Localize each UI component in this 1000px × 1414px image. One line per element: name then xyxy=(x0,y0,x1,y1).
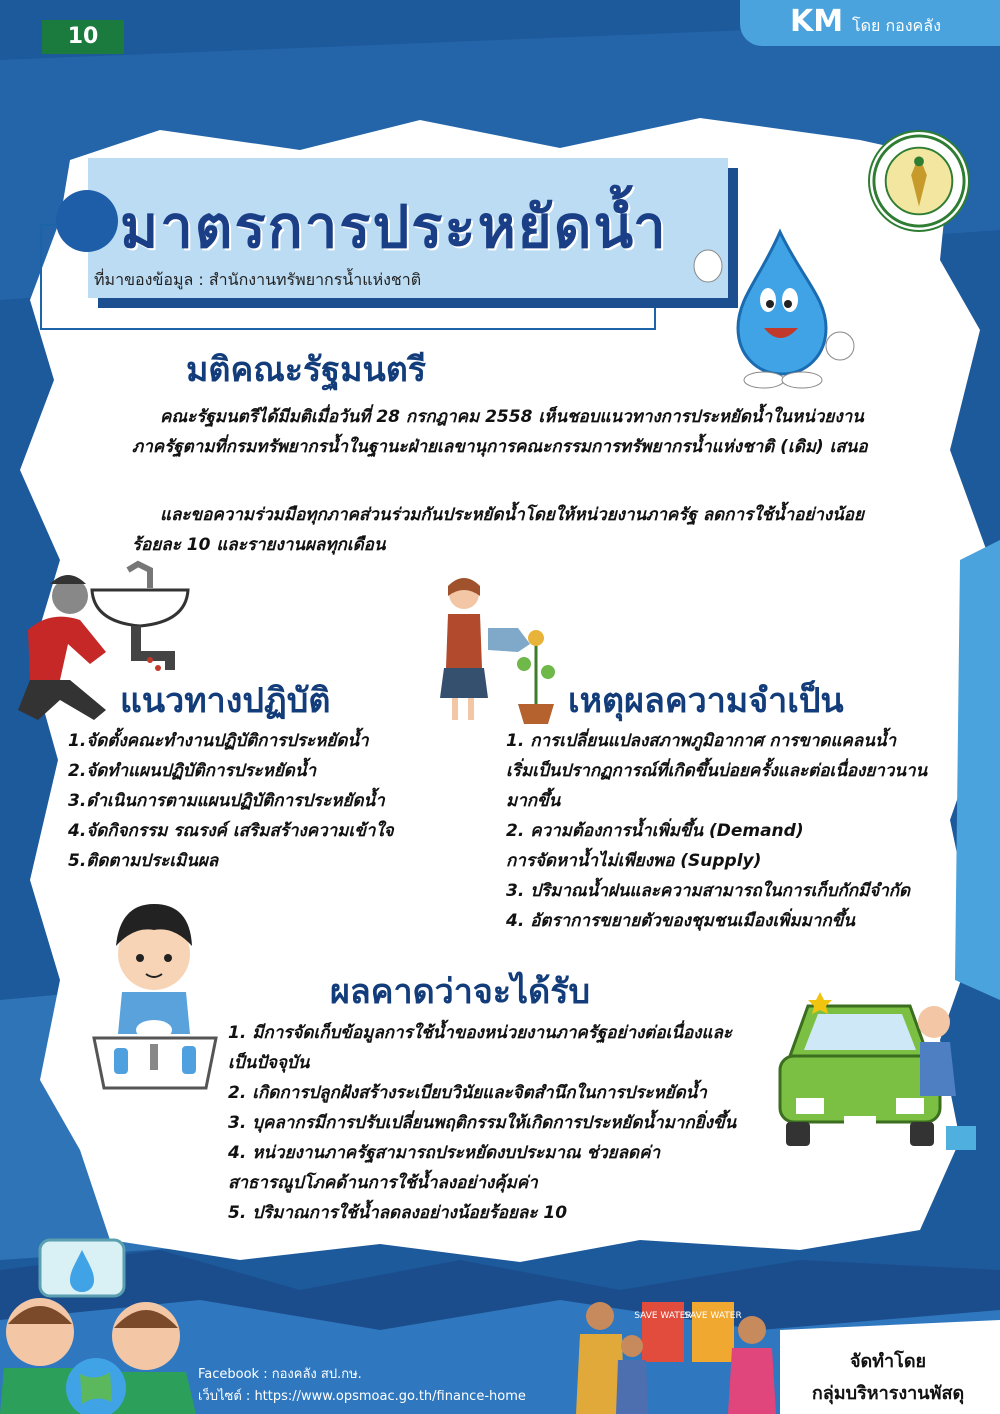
made-by-label: จัดทำโดย xyxy=(849,1351,927,1372)
page-title: มาตรการประหยัดน้ำ xyxy=(120,193,668,261)
facebook-link[interactable]: Facebook : กองคลัง สป.กษ. xyxy=(198,1367,362,1382)
list-item: 3. ปริมาณน้ำฝนและความสามารถในการเก็บกักมีจำกัด xyxy=(506,881,911,901)
cabinet-paragraph-2: และขอความร่วมมือทุกภาคส่วนร่วมกันประหยัดน้ำโดยให้หน่วยงานภาครัฐ ลดการใช้น้ำอย่างน้อยร้อยละ 10 และรายงานผลทุกเดือน xyxy=(132,505,864,555)
practice-heading: แนวทางปฏิบัติ xyxy=(120,681,331,721)
boy-washing-hands-icon xyxy=(90,898,220,1094)
list-item: 4. อัตราการขยายตัวของชุมชนเมืองเพิ่มมากขึ้น xyxy=(506,911,855,931)
reasons-heading: เหตุผลความจำเป็น xyxy=(568,681,844,721)
list-item: 1.จัดตั้งคณะทำงานปฏิบัติการประหยัดน้ำ xyxy=(68,731,369,751)
made-by-org: กลุ่มบริหารงานพัสดุ xyxy=(811,1383,965,1404)
list-item: 5.ติดตามประเมินผล xyxy=(68,851,219,871)
made-by-block xyxy=(790,1346,986,1410)
km-tab xyxy=(740,0,1000,46)
kids-with-globe-icon xyxy=(0,1232,200,1414)
list-item: 1. มีการจัดเก็บข้อมูลการใช้น้ำของหน่วยงานภาครัฐอย่างต่อเนื่องและ xyxy=(228,1023,732,1043)
list-item: 4. หน่วยงานภาครัฐสามารถประหยัดงบประมาณ ช่วยลดค่า xyxy=(228,1143,661,1163)
reasons-list xyxy=(506,726,927,936)
list-item: 4.จัดกิจกรรม รณรงค์ เสริมสร้างความเข้าใจ xyxy=(68,821,394,841)
list-item: เริ่มเป็นปรากฏการณ์ที่เกิดขึ้นบ่อยครั้งและต่อเนื่องยาวนาน xyxy=(506,761,928,781)
title-dot xyxy=(56,190,118,252)
footer-links xyxy=(198,1364,526,1408)
list-item: มากขึ้น xyxy=(506,791,561,811)
list-item: 5. ปริมาณการใช้น้ำลดลงอย่างน้อยร้อยละ 10 xyxy=(228,1203,568,1223)
page-number: 10 xyxy=(42,20,124,54)
list-item: 1. การเปลี่ยนแปลงสภาพภูมิอากาศ การขาดแคลนน้ำ xyxy=(506,731,897,751)
cabinet-paragraph-1: คณะรัฐมนตรีได้มีมติเมื่อวันที่ 28 กรกฎาคม 2558 เห็นชอบแนวทางการประหยัดน้ำในหน่วยงานภาครัฐตามที่กรมทรัพยากรน้ำในฐานะฝ่ายเลขานุการคณะกรรมการทรัพยากรน้ำแห่งชาติ (เดิม) เสนอ xyxy=(132,407,868,457)
list-item: 2. เกิดการปลูกฝังสร้างระเบียบวินัยและจิตสำนึกในการประหยัดน้ำ xyxy=(228,1083,707,1103)
list-item: 3.ดำเนินการตามแผนปฏิบัติการประหยัดน้ำ xyxy=(68,791,385,811)
km-label: KM xyxy=(790,4,844,39)
source-line: ที่มาของข้อมูล : สำนักงานทรัพยากรน้ำแห่งชาติ xyxy=(94,270,422,289)
expected-heading: ผลคาดว่าจะได้รับ xyxy=(330,972,591,1012)
website-link[interactable]: เว็บไซต์ : https://www.opsmoac.go.th/finance-home xyxy=(198,1389,526,1404)
family-save-water-posters-icon xyxy=(566,1294,784,1414)
cabinet-heading: มติคณะรัฐมนตรี xyxy=(186,350,427,390)
poster-1-text: SAVE WATER xyxy=(634,1311,692,1321)
expected-list xyxy=(228,1018,736,1228)
water-drop-mascot-icon xyxy=(690,228,860,393)
man-washing-car-icon xyxy=(760,986,982,1154)
km-by-label: โดย กองคลัง xyxy=(852,16,941,35)
list-item: 3. บุคลากรมีการปรับเปลี่ยนพฤติกรรมให้เกิดการประหยัดน้ำมากยิ่งขึ้น xyxy=(228,1113,737,1133)
practice-list xyxy=(68,726,394,876)
ministry-seal-logo xyxy=(868,130,970,232)
poster-2-text: SAVE WATER xyxy=(684,1311,742,1321)
list-item: 2. ความต้องการน้ำเพิ่มขึ้น (Demand) xyxy=(506,821,804,841)
list-item: เป็นปัจจุบัน xyxy=(228,1053,310,1073)
list-item: สาธารณูปโภคด้านการใช้น้ำลงอย่างคุ้มค่า xyxy=(228,1173,538,1193)
list-item: 2.จัดทำแผนปฏิบัติการประหยัดน้ำ xyxy=(68,761,317,781)
girl-watering-plant-icon xyxy=(430,572,570,727)
list-item: การจัดหาน้ำไม่เพียงพอ (Supply) xyxy=(506,851,762,871)
